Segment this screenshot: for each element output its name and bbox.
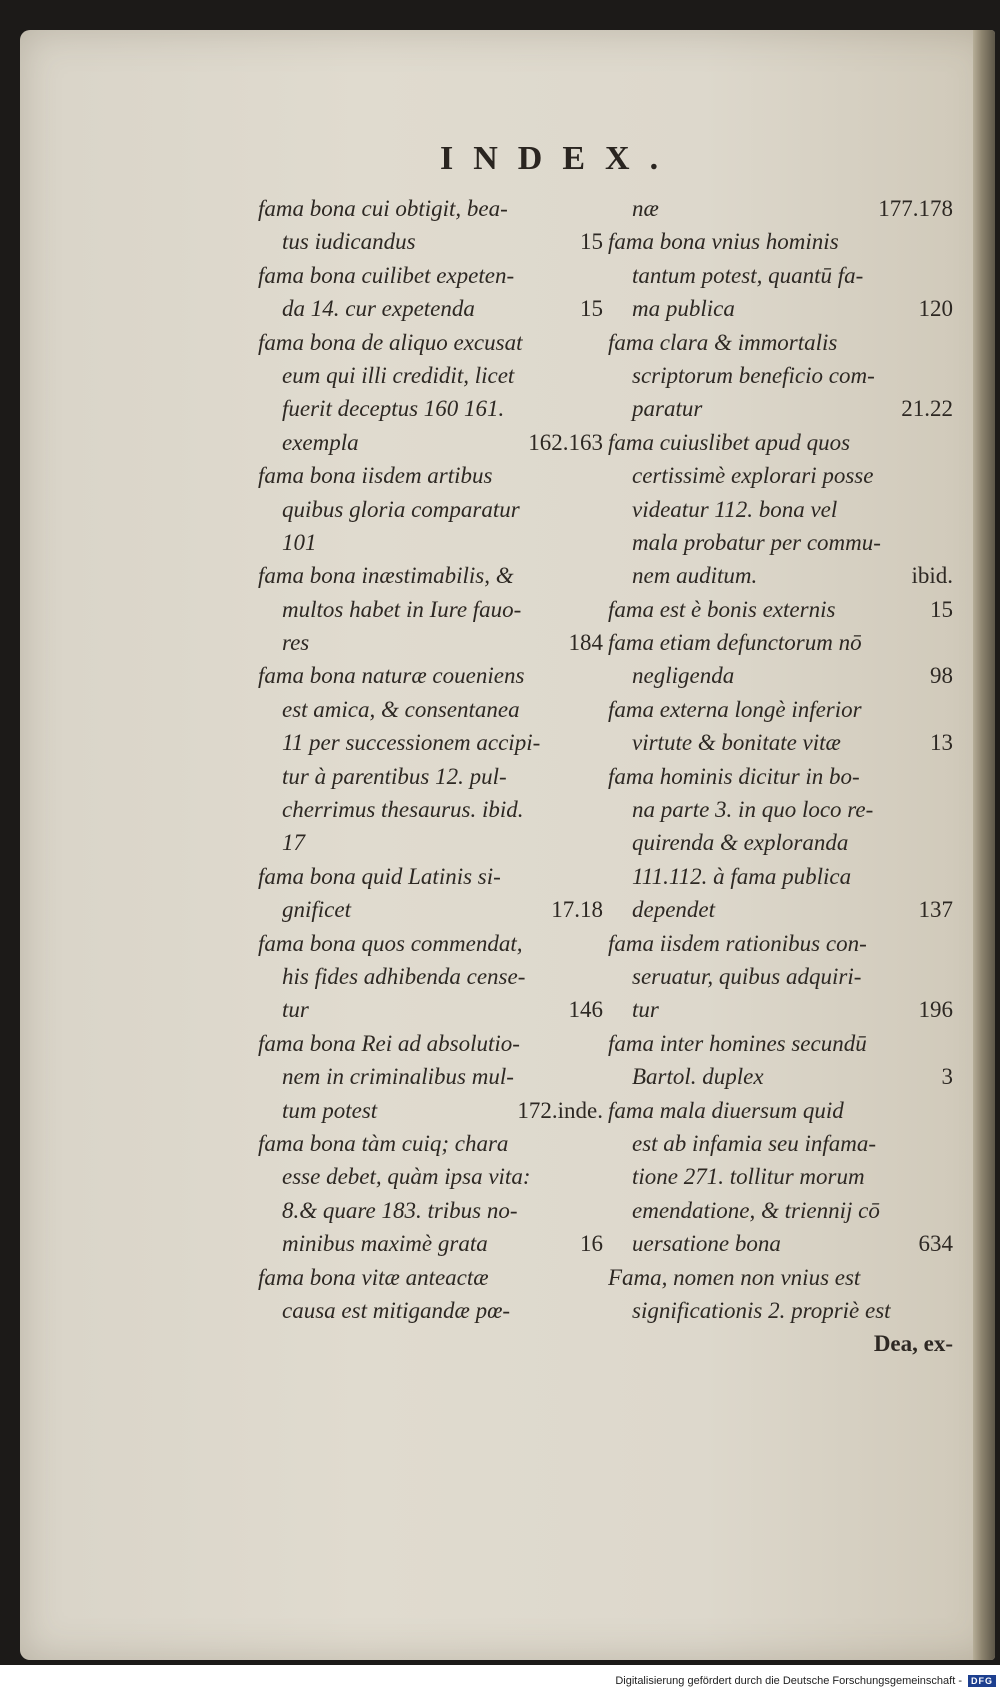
entry-text: fama bona vnius hominis: [608, 229, 839, 255]
page-reference: 172.inde.: [517, 1097, 603, 1123]
entry-text: tantum potest, quantū fa-: [632, 262, 864, 288]
page-reference: 177.178: [878, 196, 953, 221]
entry-text: 8.& quare 183. tribus no-: [282, 1197, 518, 1223]
index-entry-line: [258, 559, 603, 592]
index-entry-line: [258, 359, 603, 392]
index-entry-line: [258, 1160, 603, 1193]
page-reference: 634: [918, 1231, 953, 1257]
entry-text: fama clara & immortalis: [608, 329, 838, 355]
entry-text: tur à parentibus 12. pul-: [282, 763, 507, 789]
index-entry-line: [258, 426, 603, 459]
index-entry-line: [258, 292, 603, 325]
index-entry-line: [258, 893, 603, 926]
entry-text: fama cuiuslibet apud quos: [608, 429, 851, 455]
entry-text: fama inter homines secundū: [608, 1030, 867, 1056]
index-entry-line: [258, 459, 603, 492]
entry-text: fama bona de aliquo excusat: [258, 329, 523, 355]
entry-text: fama etiam defunctorum nō: [608, 630, 862, 656]
entry-text: scriptorum beneficio com-: [632, 362, 875, 388]
page-header: INDEX.: [440, 140, 679, 177]
index-entry-line: [608, 493, 953, 526]
index-entry-line: [258, 760, 603, 793]
index-entry-line: [258, 259, 603, 292]
index-entry-line: [258, 927, 603, 960]
index-entry-line: [608, 1060, 953, 1093]
entry-text: Bartol. duplex: [632, 1064, 764, 1090]
page-reference: 146: [568, 997, 603, 1023]
entry-text: 111.112. à fama publica: [632, 863, 852, 889]
index-entry-line: [258, 225, 603, 258]
index-entry-line: [258, 1261, 603, 1294]
page-reference: 21.22: [901, 396, 953, 422]
index-entry-line: [258, 860, 603, 893]
entry-text: esse debet, quàm ipsa vita:: [282, 1164, 531, 1190]
index-entry-line: [608, 292, 953, 325]
index-entry-line: [258, 1194, 603, 1227]
entry-text: tione 271. tollitur morum: [632, 1164, 865, 1190]
index-entry-line: [608, 626, 953, 659]
entry-text: certissimè explorari posse: [632, 463, 874, 489]
index-entry-line: [608, 392, 953, 425]
entry-text: fama bona naturæ coueniens: [258, 663, 525, 689]
entry-text: tur: [282, 997, 309, 1023]
index-entry-line: [258, 1227, 603, 1260]
index-entry-line: [258, 1027, 603, 1060]
index-entry-line: [608, 1094, 953, 1127]
page-reference: 196: [918, 997, 953, 1023]
entry-text: exempla: [282, 429, 359, 455]
entry-text: cherrimus thesaurus. ibid.: [282, 797, 524, 823]
index-entry-line: [608, 1194, 953, 1227]
entry-text: nem in criminalibus mul-: [282, 1064, 514, 1090]
entry-text: fama bona iisdem artibus: [258, 463, 493, 489]
entry-text: quibus gloria comparatur: [282, 496, 520, 522]
index-entry-line: [608, 693, 953, 726]
index-entry-line: [258, 593, 603, 626]
entry-text: fama bona quid Latinis si-: [258, 863, 501, 889]
entry-text: fama bona Rei ad absolutio-: [258, 1030, 520, 1056]
index-entry-line: [608, 1227, 953, 1260]
index-entry-line: [608, 1294, 953, 1327]
entry-text: fama externa longè inferior: [608, 696, 862, 722]
entry-text: da 14. cur expetenda: [282, 296, 475, 322]
entry-text: minibus maximè grata: [282, 1231, 488, 1257]
index-entry-line: [258, 693, 603, 726]
entry-text: virtute & bonitate vitæ: [632, 730, 841, 756]
index-column-left: [258, 192, 603, 1327]
page-reference: 98: [930, 663, 953, 689]
entry-text: fama bona cuilibet expeten-: [258, 262, 515, 288]
book-spine: [973, 30, 995, 1660]
entry-text: fama hominis dicitur in bo-: [608, 763, 860, 789]
index-entry-line: [608, 860, 953, 893]
entry-text: fama bona tàm cuiq; chara: [258, 1130, 509, 1156]
entry-text: videatur 112. bona vel: [632, 496, 838, 522]
page-reference: 3: [941, 1064, 953, 1090]
entry-text: ma publica: [632, 296, 735, 322]
index-column-right: [608, 192, 953, 1361]
index-entry-line: [608, 225, 953, 258]
entry-text: his fides adhibenda cense-: [282, 963, 526, 989]
index-entry-line: [608, 826, 953, 859]
index-entry-line: [608, 593, 953, 626]
catchword: Dea, ex-: [873, 1331, 953, 1357]
index-entry-line: [608, 1261, 953, 1294]
entry-text: tum potest: [282, 1097, 378, 1123]
index-entry-line: [258, 493, 603, 526]
entry-text: fama mala diuersum quid: [608, 1097, 844, 1123]
index-entry-line: [258, 392, 603, 425]
index-entry-line: [258, 626, 603, 659]
entry-text: causa est mitigandæ pœ-: [282, 1297, 511, 1323]
entry-text: gnificet: [282, 897, 351, 923]
index-entry-line: [258, 726, 603, 759]
page-reference: 15: [580, 229, 603, 255]
footer-credit: [615, 1675, 996, 1687]
page-reference: 15: [930, 596, 953, 622]
entry-text: 11 per successionem accipi-: [282, 730, 541, 756]
page-reference: 16: [580, 1231, 603, 1257]
dfg-logo: DFG: [968, 1675, 996, 1687]
entry-text: multos habet in Iure fauo-: [282, 596, 522, 622]
entry-text: dependet: [632, 897, 716, 923]
index-entry-line: [608, 659, 953, 692]
page-reference: ibid.: [911, 563, 953, 589]
entry-text: uersatione bona: [632, 1231, 781, 1257]
footer-text: Digitalisierung gefördert durch die Deutsche Forschungsgemeinschaft -: [615, 1675, 962, 1687]
index-entry-line: [258, 192, 603, 225]
index-entry-line: [608, 192, 953, 225]
entry-text: nem auditum.: [632, 563, 758, 589]
index-entry-line: [608, 559, 953, 592]
index-entry-line: [258, 826, 603, 859]
index-entry-line: [258, 1094, 603, 1127]
entry-text: emendatione, & triennij cō: [632, 1197, 880, 1223]
entry-text: mala probatur per commu-: [632, 529, 881, 555]
entry-text: fama bona quos commendat,: [258, 930, 523, 956]
index-entry-line: [258, 326, 603, 359]
index-entry-line: [258, 659, 603, 692]
index-entry-line: [608, 960, 953, 993]
entry-text: fuerit deceptus 160 161.: [282, 396, 505, 422]
entry-text: fama iisdem rationibus con-: [608, 930, 867, 956]
index-entry-line: [258, 1294, 603, 1327]
page-reference: 162.163: [528, 429, 603, 455]
entry-text: paratur: [632, 396, 703, 422]
index-entry-line: [608, 893, 953, 926]
entry-text: tus iudicandus: [282, 229, 416, 255]
page-reference: 184: [568, 630, 603, 656]
index-entry-line: [258, 793, 603, 826]
entry-text: 101: [282, 529, 317, 555]
index-entry-line: [608, 426, 953, 459]
index-entry-line: [608, 259, 953, 292]
page-reference: 120: [918, 296, 953, 322]
index-entry-line: [608, 793, 953, 826]
index-entry-line: [258, 993, 603, 1026]
entry-text: fama bona inæstimabilis, &: [258, 563, 514, 589]
index-entry-line: [608, 760, 953, 793]
entry-text: tur: [632, 997, 659, 1023]
index-entry-line: [258, 960, 603, 993]
entry-text: eum qui illi credidit, licet: [282, 362, 515, 388]
index-entry-line: [608, 526, 953, 559]
entry-text: fama bona vitæ anteactæ: [258, 1264, 489, 1290]
index-entry-line: [608, 459, 953, 492]
entry-text: 17: [282, 830, 305, 856]
entry-text: seruatur, quibus adquiri-: [632, 963, 862, 989]
index-entry-line: [258, 526, 603, 559]
entry-text: fama bona cui obtigit, bea-: [258, 196, 508, 221]
entry-text: est ab infamia seu infama-: [632, 1130, 877, 1156]
index-entry-line: [258, 1127, 603, 1160]
page-reference: 15: [580, 296, 603, 322]
page-reference: 137: [918, 897, 953, 923]
page-reference: 13: [930, 730, 953, 756]
entry-text: negligenda: [632, 663, 735, 689]
page-reference: 17.18: [551, 897, 603, 923]
index-entry-line: [608, 993, 953, 1026]
entry-text: res: [282, 630, 310, 656]
entry-text: est amica, & consentanea: [282, 696, 520, 722]
index-entry-line: [258, 1060, 603, 1093]
index-entry-line: [608, 1027, 953, 1060]
index-entry-line: [608, 1160, 953, 1193]
index-entry-line: [608, 359, 953, 392]
entry-text: næ: [632, 196, 659, 221]
index-entry-line: [608, 1127, 953, 1160]
index-entry-line: [608, 326, 953, 359]
entry-text: Fama, nomen non vnius est: [608, 1264, 861, 1290]
entry-text: na parte 3. in quo loco re-: [632, 797, 874, 823]
entry-text: fama est è bonis externis: [608, 596, 836, 622]
entry-text: significationis 2. propriè est: [632, 1297, 891, 1323]
index-entry-line: [608, 927, 953, 960]
index-entry-line: [608, 726, 953, 759]
entry-text: quirenda & exploranda: [632, 830, 849, 856]
